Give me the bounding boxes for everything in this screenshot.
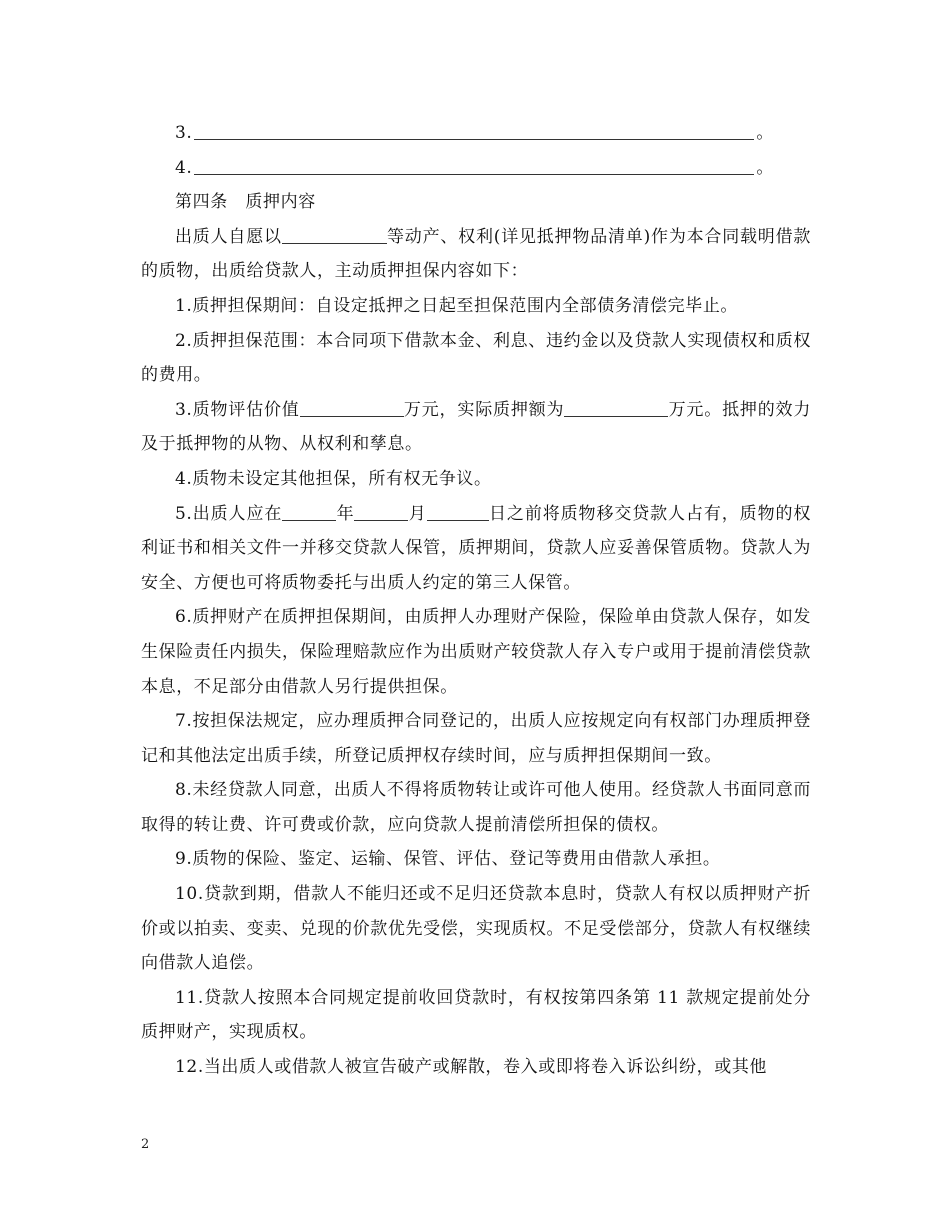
list-item-number: 4. xyxy=(175,157,193,178)
fill-in-blank[interactable] xyxy=(282,223,387,244)
clause-1: 1.质押担保期间：自设定抵押之日起至担保范围内全部债务清偿完毕止。 xyxy=(175,295,739,316)
fill-in-blank[interactable] xyxy=(194,119,754,140)
text-segment: 年 xyxy=(336,503,355,524)
fill-in-blank[interactable] xyxy=(564,396,668,417)
clause-11: 11.贷款人按照本合同规定提前收回贷款时，有权按第四条第 11 款规定提前处分质押财产，实现质权。 xyxy=(141,987,811,1043)
page-number: 2 xyxy=(141,1137,150,1152)
text-segment: 3.质物评估价值 xyxy=(175,399,300,420)
clause-8: 8.未经贷款人同意，出质人不得将质物转让或许可他人使用。经贷款人书面同意而取得的转让费、许可费或价款，应向贷款人提前清偿所担保的债权。 xyxy=(141,780,811,835)
fill-in-blank[interactable] xyxy=(194,154,754,175)
clause-12: 12.当出质人或借款人被宣告破产或解散，卷入或即将卷入诉讼纠纷，或其他 xyxy=(175,1057,768,1078)
document-body xyxy=(141,116,811,1085)
article-heading: 第四条 质押内容 xyxy=(175,192,316,213)
clause-9: 9.质物的保险、鉴定、运输、保管、评估、登记等费用由借款人承担。 xyxy=(175,849,721,870)
list-item-end: 。 xyxy=(756,157,775,178)
fill-in-blank[interactable] xyxy=(300,396,404,417)
text-segment: 等动产、权利(详见抵押物品清单)作为本合同载明借款的质物，出质给贷款人，主动质押担保内容如下： xyxy=(141,226,811,282)
fill-in-blank-day[interactable] xyxy=(427,500,489,521)
article-intro xyxy=(141,220,811,289)
clause-10: 10.贷款到期，借款人不能归还或不足归还贷款本息时，贷款人有权以质押财产折价或以拍卖、变卖、兑现的价款优先受偿，实现质权。不足受偿部分，贷款人有权继续向借款人追偿。 xyxy=(141,884,811,974)
list-item-4 xyxy=(141,151,811,186)
text-segment: 月 xyxy=(408,503,427,524)
list-item-3 xyxy=(141,116,811,151)
fill-in-blank-year[interactable] xyxy=(282,500,336,521)
clause-5 xyxy=(141,497,811,601)
clause-3 xyxy=(141,393,811,462)
text-segment: 5.出质人应在 xyxy=(175,503,283,524)
text-segment: 日之前将质物移交贷款人占有，质物的权利证书和相关文件一并移交贷款人保管，质押期间，贷款人应妥善保管质物。贷款人为安全、方便也可将质物委托与出质人约定的第三人保管。 xyxy=(141,503,811,593)
text-segment: 万元，实际质押额为 xyxy=(403,399,565,420)
text-segment: 出质人自愿以 xyxy=(175,226,282,247)
clause-4: 4.质物未设定其他担保，所有权无争议。 xyxy=(175,468,492,489)
fill-in-blank-month[interactable] xyxy=(354,500,408,521)
clause-6: 6.质押财产在质押担保期间，由质押人办理财产保险，保险单由贷款人保存，如发生保险责任内损失，保险理赔款应作为出质财产较贷款人存入专户或用于提前清偿贷款本息，不足部分由借款人另行提供担保。 xyxy=(141,607,811,697)
text-segment: 万元。抵押的效力及于抵押物的从物、从权利和孳息。 xyxy=(141,399,811,455)
clause-2: 2.质押担保范围：本合同项下借款本金、利息、违约金以及贷款人实现债权和质权的费用。 xyxy=(141,330,811,386)
clause-7: 7.按担保法规定，应办理质押合同登记的，出质人应按规定向有权部门办理质押登记和其他法定出质手续，所登记质押权存续时间，应与质押担保期间一致。 xyxy=(141,711,811,766)
list-item-end: 。 xyxy=(756,123,775,143)
list-item-number: 3. xyxy=(175,123,193,143)
